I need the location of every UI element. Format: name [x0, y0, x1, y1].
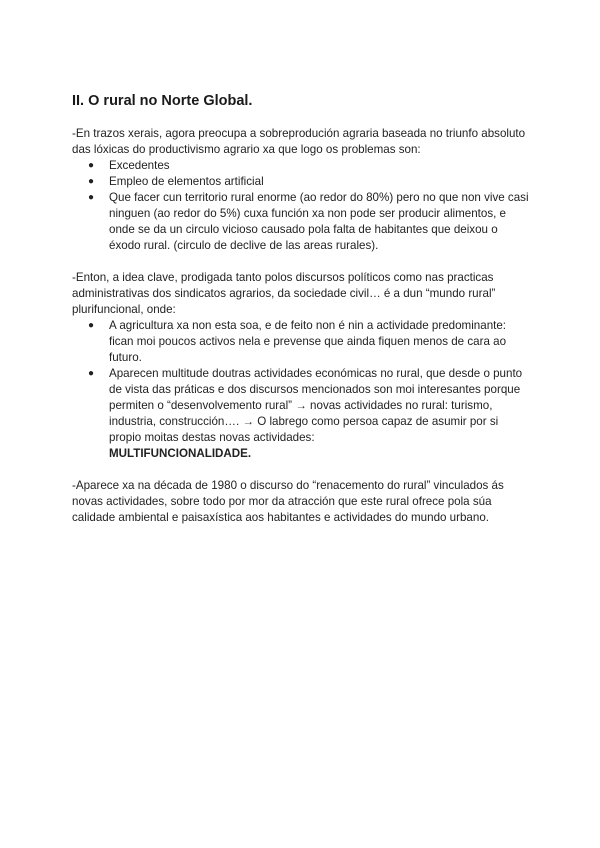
intro-paragraph: -En trazos xerais, agora preocupa a sobreprodución agraria baseada no triunfo absoluto das lóxicas do productivismo agrario xa que logo os problemas son:: [72, 127, 526, 156]
renaissance-paragraph: -Aparece xa na década de 1980 o discurso do “renacemento do rural” vinculados ás novas actividades, sobre todo por mor da atracción que este rural ofrece pola súa calidade ambiental e paisaxística aos habitantes e actividades do mundo urbano.: [72, 479, 504, 524]
list-item: ● Empleo de elementos artificial: [88, 175, 264, 188]
list-item: ● Excedentes: [88, 159, 170, 172]
problems-list: [72, 158, 532, 254]
list-item: ● Aparecen multitude doutras actividades económicas no rural, que desde o punto de vista das práticas e dos discursos mencionados son moi interesantes porque permiten o “desenvolvemento rural” → novas actividades no rural: turismo, industria, construcción…. → O labrego como persoa capaz de asumir por si propio moitas destas novas actividades: MULTIFUNCIONALIDADE.: [88, 367, 523, 460]
bullet-icon: ●: [88, 192, 95, 203]
multifunctional-list: [72, 318, 532, 462]
bullet-icon: ●: [88, 176, 95, 187]
list-item: ● A agricultura xa non esta soa, e de feito non é nin a actividade predominante: fican moi poucos activos nela e prevense que ainda fiquen menos de cara ao futuro.: [88, 319, 507, 364]
list-item: ● Que facer cun territorio rural enorme (ao redor do 80%) pero no que non vive casi ninguen (ao redor do 5%) cuxa función xa non pode ser producir alimentos, e onde se da un circulo vicioso causado pola falta de habitantes que deixou o éxodo rural. (circulo de declive de las areas rurales).: [88, 191, 529, 252]
multifunctionality-term: MULTIFUNCIONALIDADE.: [109, 447, 252, 460]
key-idea-paragraph: -Enton, a idea clave, prodigada tanto polos discursos políticos como nas practicas administrativas dos sindicatos agrarios, da sociedade civil… é a dun “mundo rural” plurifuncional, onde:: [72, 271, 496, 316]
bullet-icon: ●: [88, 368, 95, 379]
bullet-icon: ●: [88, 320, 95, 331]
bullet-icon: ●: [88, 160, 95, 171]
section-title: II. O rural no Norte Global.: [72, 93, 253, 109]
